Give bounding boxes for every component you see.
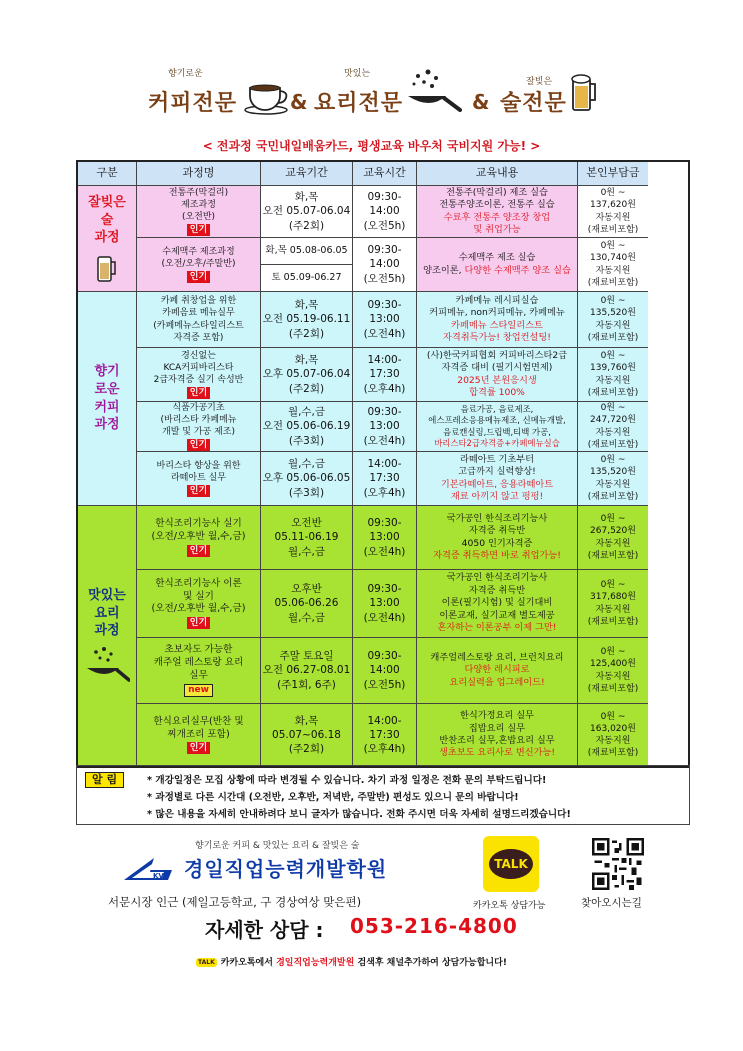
table-row-food-2-period	[261, 570, 353, 638]
time-line: 09:30-	[367, 244, 402, 257]
content-highlight: 자격취득가능! 창업컨설팅!	[443, 331, 551, 343]
course-name-line: 수제맥주 제조과정	[162, 246, 235, 257]
period-line: (주2회)	[288, 327, 325, 340]
category-coffee	[78, 292, 137, 506]
section-food	[78, 506, 688, 766]
course-name-line: (오전/오후/주말반)	[161, 259, 236, 269]
academy-logo-icon	[124, 856, 172, 884]
course-name-line: (바리스타 카페메뉴	[160, 414, 237, 425]
course-name-line: 및 실기	[183, 590, 214, 602]
coffee-cup-icon	[244, 76, 290, 116]
period-line: (주2회)	[288, 219, 325, 232]
price-line: (재료비포함)	[587, 224, 639, 235]
price-line: (재료비포함)	[587, 439, 639, 450]
time-line: 09:30-	[367, 299, 402, 312]
new-badge: new	[184, 684, 213, 697]
content-line: 전통주양조이론, 전통주 실습	[439, 199, 555, 211]
content-line: 카페메뉴 레시피실습	[455, 294, 539, 306]
price-line: 137,620원	[590, 200, 636, 211]
header-time: 교육시간	[353, 162, 417, 186]
table-row-food-4-price	[578, 704, 648, 766]
content-line: 자격증 취득반	[468, 525, 526, 537]
price-line: (재료비포함)	[587, 277, 639, 288]
popular-badge: 인기	[187, 545, 210, 557]
content-highlight: 혼자하는 이론공부 이제 그만!	[437, 622, 557, 634]
table-row-coffee-2-name	[137, 348, 261, 402]
time-line: 17:30	[369, 472, 400, 485]
content-line: 반찬조리 실무,혼밥요리 실무	[439, 735, 555, 746]
content-highlight: 다양한 수제맥주 양조 실습	[464, 264, 571, 276]
price-line: 자동지원	[595, 736, 631, 746]
bottom-text-2: 검색후 채널추가하여 상담가능합니다!	[354, 958, 507, 968]
course-name-line: 경신없는	[181, 350, 216, 361]
category-liquor-line-3: 과정	[94, 230, 120, 246]
time-line: (오후4h)	[363, 382, 406, 395]
category-food-line-2: 요리	[94, 605, 120, 621]
time-line: (오전4h)	[363, 545, 406, 558]
table-row-coffee-4-period	[261, 452, 353, 506]
period-line: 월,수,금	[287, 545, 326, 558]
table-row-liquor-2-period	[261, 238, 353, 292]
content-line: 자격증 대비 (필기시험면제)	[441, 362, 553, 374]
time-line: 13:00	[369, 313, 400, 326]
period-line: 오전 06.27-08.01	[262, 664, 351, 677]
category-liquor-line-1: 잘빚은	[88, 195, 126, 211]
price-line: (재료비포함)	[587, 616, 639, 627]
course-name-line: 실무	[189, 669, 208, 681]
table-row-food-1-name	[137, 506, 261, 570]
content-highlight: 및 취업가능	[473, 223, 521, 235]
price-line: 0원 ~	[600, 711, 626, 722]
table-row-coffee-3-price	[578, 402, 648, 452]
period-line: 월,수,금	[287, 458, 326, 471]
course-name-line: 자격증 포함)	[173, 332, 224, 343]
period-line: 오후 05.06-06.05	[262, 472, 351, 485]
time-line: (오전4h)	[363, 434, 406, 447]
content-highlight: 생초보도 요리사로 변신가능!	[438, 747, 556, 759]
table-row-coffee-2-period	[261, 348, 353, 402]
course-table	[76, 160, 690, 768]
period-line: 오전 05.19-06.11	[262, 313, 351, 326]
popular-badge: 인기	[187, 742, 210, 754]
category-food	[78, 506, 137, 766]
table-row-coffee-1-name	[137, 292, 261, 348]
time-line: 14:00-	[367, 714, 402, 727]
course-name-line: (오전반)	[181, 212, 216, 223]
content-highlight: 2025년 본원응시생	[457, 374, 537, 386]
price-line: (재료비포함)	[587, 683, 639, 694]
table-row-coffee-4-price	[578, 452, 648, 506]
category-coffee-line-2: 로운	[94, 381, 120, 397]
content-line: 자격증 취득반	[468, 584, 526, 596]
course-name-line: 개발 및 가공 제조)	[162, 427, 235, 438]
period-line: 월,수,금	[287, 611, 326, 624]
table-row-liquor-2-name	[137, 238, 261, 292]
table-row-liquor-1-time	[353, 186, 417, 238]
table-row-coffee-2-time	[353, 348, 417, 402]
price-line: 0원 ~	[600, 351, 626, 362]
table-row-food-1-price	[578, 506, 648, 570]
table-row-coffee-2-price	[578, 348, 648, 402]
period-line: (주3회)	[288, 434, 325, 447]
content-line: 음료가공, 음료제조,	[460, 403, 534, 414]
kakaotalk-mini-icon: TALK	[198, 959, 215, 966]
period-line: 화,목	[294, 354, 319, 367]
course-name-line: 찌개조리 포함)	[167, 728, 230, 740]
section-liquor	[78, 186, 688, 292]
table-row-liquor-1-price	[578, 186, 648, 238]
course-name-line: 한식요리실무(반찬 및	[153, 715, 244, 727]
popular-badge: 인기	[187, 485, 210, 497]
notice-line-1: * 개강일정은 모집 상황에 따라 변경될 수 있습니다. 차기 과정 일정은 전화 문의 부탁드립니다!	[147, 775, 547, 786]
content-line: 에스프레소응용메뉴제조, 신메뉴개발,	[428, 415, 566, 426]
time-line: (오전4h)	[363, 327, 406, 340]
time-line: 13:00	[369, 597, 400, 610]
time-line: 09:30-	[367, 406, 402, 419]
content-line: 캐주얼레스토랑 요리, 브런치요리	[430, 651, 564, 663]
footer-tagline: 향기로운 커피 & 맛있는 요리 & 잘빚은 술	[195, 841, 360, 851]
table-row-food-3-name	[137, 638, 261, 704]
qr-caption: 찾아오시는길	[581, 897, 642, 909]
content-highlight: 수료후 전통주 양조장 창업	[443, 211, 551, 223]
price-line: 0원 ~	[600, 580, 626, 591]
time-line: 09:30-	[367, 191, 402, 204]
table-row-coffee-4-content	[417, 452, 578, 506]
period-line: 05.06-06.26	[274, 597, 339, 610]
table-row-food-3-time	[353, 638, 417, 704]
table-row-liquor-1-content	[417, 186, 578, 238]
content-line: 수제맥주 제조 실습	[458, 252, 536, 264]
period-line: (주3회)	[288, 486, 325, 499]
table-row-food-2-time	[353, 570, 417, 638]
period-line: 화,목	[294, 299, 319, 312]
content-line: 국가공인 한식조리기능사	[446, 572, 548, 584]
content-line: 라떼아트 기초부터	[460, 453, 534, 465]
table-row-coffee-3-period	[261, 402, 353, 452]
price-line: 자동지원	[595, 604, 631, 615]
price-line: (재료비포함)	[587, 387, 639, 398]
course-name-line: (카페메뉴스타일리스트	[153, 320, 244, 331]
price-line: 130,740원	[590, 253, 636, 264]
category-liquor-line-2: 술	[100, 212, 114, 228]
price-line: 자동지원	[595, 671, 631, 682]
period-line: 05.11-06.19	[274, 531, 339, 544]
table-row-coffee-3-content	[417, 402, 578, 452]
table-row-liquor-1-period	[261, 186, 353, 238]
period-split	[261, 238, 352, 291]
price-line: 135,520원	[590, 308, 636, 319]
table-row-food-2-name	[137, 570, 261, 638]
table-row-food-4-time	[353, 704, 417, 766]
header-coffee-title: 커피전문	[148, 91, 238, 116]
header-amp-2: &	[472, 90, 490, 114]
period-line: 05.07~06.18	[272, 728, 341, 741]
time-line: 14:00-	[367, 354, 402, 367]
time-line: 17:30	[369, 728, 400, 741]
frying-pan-icon	[84, 646, 130, 684]
bottom-text-highlight: 경일직업능력개발원	[276, 958, 355, 968]
table-row-liquor-1-name	[137, 186, 261, 238]
course-name-line: 한식조리기능사 이론	[155, 577, 242, 589]
course-name-line: 제조과정	[181, 199, 216, 210]
price-line: 자동지원	[595, 427, 631, 438]
period-line: 오전반	[291, 517, 322, 530]
category-liquor	[78, 186, 137, 292]
period-line: 화,목	[294, 191, 319, 204]
header-liquor-title: 술전문	[500, 91, 567, 116]
period-line: (주2회)	[288, 743, 325, 756]
time-line: (오전5h)	[363, 272, 406, 285]
period-line: 화,목	[294, 714, 319, 727]
content-highlight: 합격률 100%	[469, 386, 525, 398]
content-line: 이론(필기시험) 및 실기대비	[441, 597, 553, 609]
time-line: 14:00	[369, 205, 400, 218]
header-course-name: 과정명	[137, 162, 261, 186]
time-line: 14:00-	[367, 458, 402, 471]
kakaotalk-bubble: TALK	[489, 849, 533, 879]
price-line: 135,520원	[590, 467, 636, 478]
price-line: 247,720원	[590, 415, 636, 426]
category-coffee-line-1: 향기	[94, 364, 120, 380]
header	[0, 66, 743, 126]
price-line: 0원 ~	[600, 241, 626, 252]
category-coffee-line-4: 과정	[94, 417, 120, 433]
table-row-food-4-content	[417, 704, 578, 766]
content-highlight: 다양한 레시피로	[464, 664, 530, 676]
academy-name: 경일직업능력개발학원	[184, 857, 388, 881]
price-line: 자동지원	[595, 538, 631, 549]
consult-label: 자세한 상담 :	[205, 918, 324, 942]
time-line: (오전4h)	[363, 611, 406, 624]
time-line: 09:30-	[367, 650, 402, 663]
beer-glass-icon	[96, 253, 118, 283]
course-name-line: 캐주얼 레스토랑 요리	[153, 657, 244, 669]
price-line: 267,520원	[590, 526, 636, 537]
content-line: 전통주(막걸리) 제조 실습	[446, 186, 548, 198]
time-line: 09:30-	[367, 583, 402, 596]
price-line: 0원 ~	[600, 514, 626, 525]
bottom-text-1: 카카오톡에서	[220, 958, 277, 968]
popular-badge: 인기	[187, 617, 210, 629]
table-row-coffee-1-period	[261, 292, 353, 348]
price-line: 317,680원	[590, 592, 636, 603]
course-name-line: 라떼아트 실무	[170, 473, 227, 483]
course-name-line: (오전/오후반 월,수,금)	[151, 531, 246, 542]
table-row-food-2-price	[578, 570, 648, 638]
price-line: 자동지원	[595, 479, 631, 490]
popular-badge: 인기	[187, 224, 210, 236]
period-line: (주1회, 6주)	[277, 678, 336, 691]
category-food-line-1: 맛있는	[88, 588, 126, 604]
course-name-line: 카페음료 메뉴실무	[162, 308, 235, 319]
content-line: 집밥요리 실무	[468, 722, 526, 734]
content-line: (사)한국커피협회 커피바리스타2급	[426, 349, 568, 361]
content-line: 이론교재, 실기교재 별도제공	[439, 609, 555, 621]
header-period: 교육기간	[261, 162, 353, 186]
header-content: 교육내용	[417, 162, 578, 186]
subtitle: < 전과정 국민내일배움카드, 평생교육 바우처 국비지원 가능! >	[202, 139, 541, 153]
header-category: 구분	[78, 162, 137, 186]
period-line: (주2회)	[288, 382, 325, 395]
price-line: 자동지원	[595, 375, 631, 386]
content-line: 한식가정요리 실무	[460, 710, 534, 722]
table-row-food-1-content	[417, 506, 578, 570]
content-highlight: 기본라떼아트, 응용라떼아트	[440, 478, 554, 490]
table-row-coffee-1-content	[417, 292, 578, 348]
table-header-row	[78, 162, 688, 186]
table-row-coffee-2-content	[417, 348, 578, 402]
academy-address: 서문시장 인근 (제일고등학교, 구 경상여상 맞은편)	[108, 895, 362, 909]
table-row-food-2-content	[417, 570, 578, 638]
time-line: 14:00	[369, 664, 400, 677]
course-name-line: 초보자도 가능한	[164, 644, 233, 656]
course-name-line: 카페 취창업을 위한	[160, 296, 237, 307]
course-name-line: 2급자격증 실기 속성반	[153, 375, 244, 386]
category-coffee-line-3: 커피	[94, 399, 120, 415]
price-line: 자동지원	[595, 265, 631, 276]
time-line: (오전5h)	[363, 219, 406, 232]
notice-line-3: * 많은 내용을 자세히 안내하려다 보니 글자가 많습니다. 전화 주시면 더욱 자세히 설명드리겠습니다!	[147, 809, 571, 820]
table-row-coffee-4-name	[137, 452, 261, 506]
notice-line-2: * 과정별로 다른 시간대 (오전반, 오후반, 저녁반, 주말반) 편성도 있으니 문의 바랍니다!	[147, 792, 519, 803]
time-line: 14:00	[369, 258, 400, 271]
time-line: (오후4h)	[363, 743, 406, 756]
table-row-liquor-2-time	[353, 238, 417, 292]
content-line: 음료캔실링,드립백,티백 가공,	[443, 426, 551, 437]
content-highlight: 자격증 취득하면 바로 취업가능!	[433, 549, 561, 561]
price-line: (재료비포함)	[587, 748, 639, 759]
course-name-line: 전통주(막걸리)	[168, 187, 229, 198]
price-line: (재료비포함)	[587, 491, 639, 502]
course-name-line: 바리스타 향상을 위한	[156, 460, 241, 471]
period-line: 월,수,금	[287, 406, 326, 419]
time-line: 09:30-	[367, 517, 402, 530]
course-name-line: 식품가공기초	[172, 402, 225, 413]
price-line: 0원 ~	[600, 296, 626, 307]
content-line-mixed	[423, 265, 571, 277]
kakaotalk-icon[interactable]	[483, 836, 539, 892]
kakaotalk-caption: 카카오톡 상담가능	[473, 901, 546, 911]
course-name-line: (오전/오후반 월,수,금)	[151, 603, 246, 615]
content-highlight: 카페메뉴 스타일리스트	[451, 319, 543, 331]
popular-badge: 인기	[187, 439, 210, 451]
content-highlight: 요리실력을 업그레이드!	[449, 676, 545, 688]
price-line: 163,020원	[590, 723, 636, 734]
frying-pan-icon	[404, 68, 462, 116]
popular-badge: 인기	[187, 271, 210, 283]
header-food-small: 맛있는	[344, 69, 371, 79]
header-price: 본인부담금	[578, 162, 648, 186]
header-coffee-small: 향기로운	[168, 69, 203, 79]
price-line: (재료비포함)	[587, 550, 639, 561]
beer-mug-icon	[570, 72, 598, 114]
table-row-coffee-4-time	[353, 452, 417, 506]
table-row-food-4-period	[261, 704, 353, 766]
header-amp-1: &	[290, 90, 308, 114]
period-line: 오전 05.07-06.04	[262, 205, 351, 218]
price-line: 125,400원	[590, 659, 636, 670]
table-row-food-1-time	[353, 506, 417, 570]
table-row-liquor-2-content	[417, 238, 578, 292]
table-row-food-1-period	[261, 506, 353, 570]
table-row-coffee-3-name	[137, 402, 261, 452]
content-line: 국가공인 한식조리기능사	[446, 512, 548, 524]
section-coffee	[78, 292, 688, 506]
table-row-coffee-1-price	[578, 292, 648, 348]
time-line: 13:00	[369, 531, 400, 544]
period-line: 오후 05.07-06.04	[262, 368, 351, 381]
price-line: 0원 ~	[600, 647, 626, 658]
table-row-coffee-1-time	[353, 292, 417, 348]
content-highlight: 재료 아끼지 않고 펑펑!	[450, 490, 544, 502]
price-line: 0원 ~	[600, 455, 626, 466]
time-line: 13:00	[369, 420, 400, 433]
time-line: (오전5h)	[363, 678, 406, 691]
table-row-food-4-name	[137, 704, 261, 766]
bottom-kakao-guide	[196, 955, 507, 968]
period-weekend: 토 05.09-06.27	[271, 271, 342, 283]
phone-number[interactable]: 053-216-4800	[350, 914, 518, 938]
time-line: 17:30	[369, 368, 400, 381]
time-line: (오후4h)	[363, 486, 406, 499]
header-liquor-small: 잘빚은	[526, 77, 553, 87]
svg-text:KVI: KVI	[153, 872, 167, 880]
popular-badge: 인기	[187, 387, 210, 399]
table-row-food-3-period	[261, 638, 353, 704]
content-highlight: 바리스타2급자격증+카페메뉴실습	[434, 437, 560, 448]
period-weekday: 화,목 05.08-06.05	[261, 238, 352, 265]
content-plain: 양조이론,	[423, 264, 465, 276]
price-line: 자동지원	[595, 212, 631, 223]
header-food-title: 요리전문	[314, 91, 404, 116]
table-row-food-3-content	[417, 638, 578, 704]
period-line: 주말 토요일	[279, 650, 334, 663]
notice-tag: 알 림	[85, 772, 124, 788]
content-line: 커피메뉴, non커피메뉴, 카페메뉴	[429, 307, 565, 319]
category-food-line-3: 과정	[94, 623, 120, 639]
price-line: 0원 ~	[600, 403, 626, 414]
price-line: (재료비포함)	[587, 332, 639, 343]
content-line: 4050 인기자격증	[461, 537, 533, 549]
qr-code-icon[interactable]	[592, 838, 644, 890]
table-row-liquor-2-price	[578, 238, 648, 292]
table-row-food-3-price	[578, 638, 648, 704]
notice-box	[76, 765, 690, 825]
content-line: 고급까지 실력향상!	[458, 466, 536, 478]
table-row-coffee-3-time	[353, 402, 417, 452]
price-line: 139,760원	[590, 363, 636, 374]
period-line: 오후반	[291, 583, 322, 596]
course-name-line: KCA커피바리스타	[163, 362, 234, 373]
period-line: 오전 05.06-06.19	[262, 420, 351, 433]
price-line: 자동지원	[595, 320, 631, 331]
course-name-line: 한식조리기능사 실기	[155, 518, 242, 530]
price-line: 0원 ~	[600, 188, 626, 199]
